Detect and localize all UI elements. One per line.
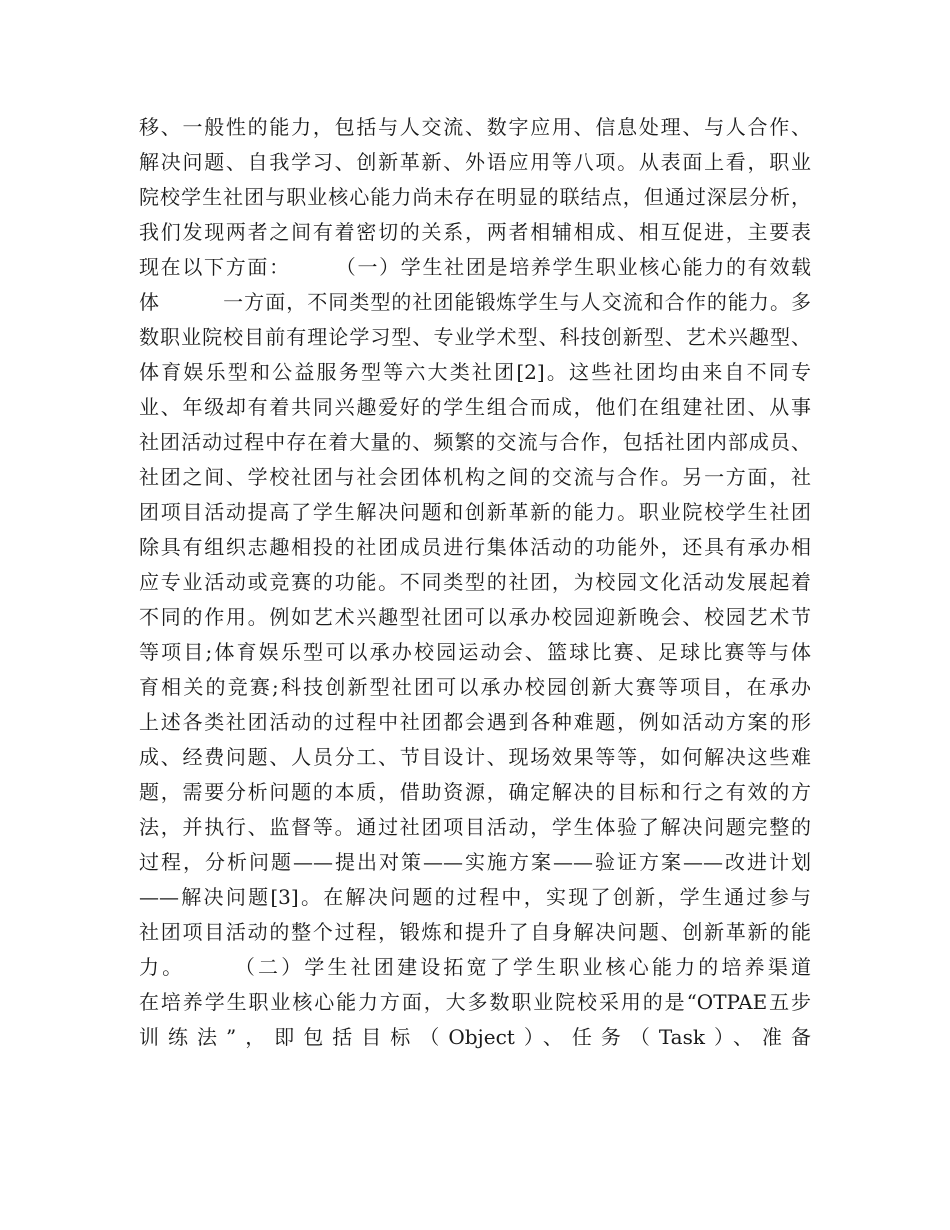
text-line: 移、一般性的能力，包括与人交流、数字应用、信息处理、与人合作、	[139, 115, 811, 139]
text-line: 育相关的竞赛;科技创新型社团可以承办校园创新大赛等项目，在承办	[139, 675, 811, 699]
text-line: 上述各类社团活动的过程中社团都会遇到各种难题，例如活动方案的形	[139, 710, 811, 734]
text-line: 我们发现两者之间有着密切的关系，两者相辅相成、相互促进，主要表	[139, 220, 811, 244]
text-line: 力。 （二）学生社团建设拓宽了学生职业核心能力的培养渠道	[139, 955, 811, 979]
text-line: 社团活动过程中存在着大量的、频繁的交流与合作，包括社团内部成员、	[139, 430, 811, 454]
text-line: 业、年级却有着共同兴趣爱好的学生组合而成，他们在组建社团、从事	[139, 395, 811, 419]
text-line: 团项目活动提高了学生解决问题和创新革新的能力。职业院校学生社团	[139, 500, 811, 524]
text-line: 不同的作用。例如艺术兴趣型社团可以承办校园迎新晚会、校园艺术节	[139, 605, 811, 629]
text-line: 法，并执行、监督等。通过社团项目活动，学生体验了解决问题完整的	[139, 815, 811, 839]
text-line: 体育娱乐型和公益服务型等六大类社团[2]。这些社团均由来自不同专	[139, 360, 811, 384]
text-line: 体 一方面，不同类型的社团能锻炼学生与人交流和合作的能力。多	[139, 290, 811, 314]
text-line: 在培养学生职业核心能力方面，大多数职业院校采用的是“OTPAE五步	[139, 990, 811, 1014]
text-line: 应专业活动或竞赛的功能。不同类型的社团，为校园文化活动发展起着	[139, 570, 811, 594]
text-line: ——解决问题[3]。在解决问题的过程中，实现了创新，学生通过参与	[139, 885, 811, 909]
text-line: 院校学生社团与职业核心能力尚未存在明显的联结点，但通过深层分析，	[139, 185, 811, 209]
text-line: 数职业院校目前有理论学习型、专业学术型、科技创新型、艺术兴趣型、	[139, 325, 811, 349]
text-line: 社团之间、学校社团与社会团体机构之间的交流与合作。另一方面，社	[139, 465, 811, 489]
text-line: 训练法”，即包括目标（Object）、任务（Task）、准备	[139, 1025, 811, 1049]
text-line: 现在以下方面： （一）学生社团是培养学生职业核心能力的有效载	[139, 255, 811, 279]
text-line: 社团项目活动的整个过程，锻炼和提升了自身解决问题、创新革新的能	[139, 920, 811, 944]
text-line: 除具有组织志趣相投的社团成员进行集体活动的功能外，还具有承办相	[139, 535, 811, 559]
text-line: 过程，分析问题——提出对策——实施方案——验证方案——改进计划	[139, 850, 811, 874]
text-line: 等项目;体育娱乐型可以承办校园运动会、篮球比赛、足球比赛等与体	[139, 640, 811, 664]
text-line: 解决问题、自我学习、创新革新、外语应用等八项。从表面上看，职业	[139, 150, 811, 174]
text-line: 题，需要分析问题的本质，借助资源，确定解决的目标和行之有效的方	[139, 780, 811, 804]
text-line: 成、经费问题、人员分工、节目设计、现场效果等等，如何解决这些难	[139, 745, 811, 769]
